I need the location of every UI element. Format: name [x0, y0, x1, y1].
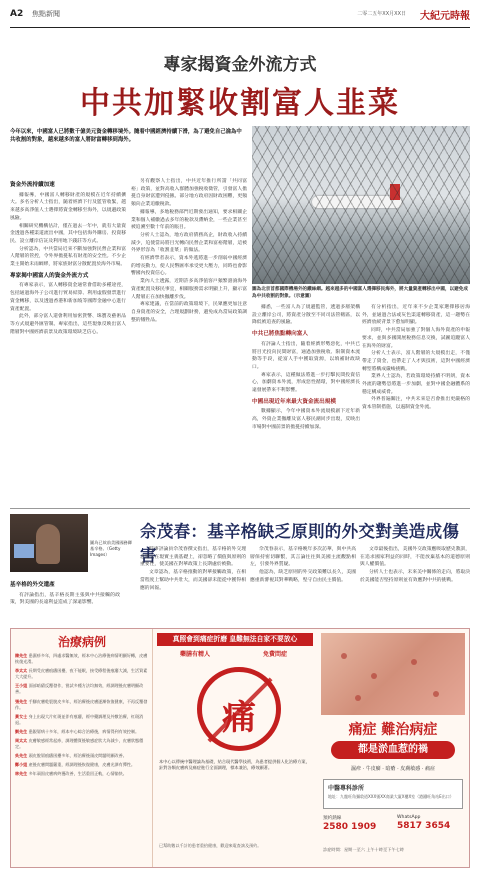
paragraph: 有經濟學者表示，資本外逃將進一步削弱中國經濟的增長動力，使人民幣匯率承受更大壓力，同時也會影響國內投資信心。 — [131, 256, 247, 277]
whatsapp-label: WhatsApp — [397, 815, 421, 820]
story-kicker: 專家揭資金外流方式 — [163, 55, 317, 75]
article-column-2 — [131, 178, 247, 504]
ad-case-text: 患銀屑病十多年，經本中心綜合治療後，病情得到有效控制。 — [28, 728, 140, 734]
kissinger-photo — [10, 514, 88, 572]
ad-case-text: 多年頑固皮膚病終獲改善，生活重回正軌，心情愉快。 — [28, 771, 127, 777]
phone-number: 2580 1909 — [323, 822, 377, 832]
skin-spot — [355, 695, 361, 701]
story2-column-1 — [10, 578, 120, 622]
ad-case-item — [15, 653, 149, 665]
paragraph: 有專家表示，富人轉移資金通常會借助多種途徑，包括通過海外子公司進行貿易結算、利用虛假發票進行資金轉移，以及透過香港和新加坡等國際金融中心進行資產配置。 — [10, 283, 126, 312]
skin-spot — [433, 691, 439, 697]
story2-column-2 — [140, 546, 246, 622]
ad-conditions: 濕疹 · 牛皮癬 · 暗瘡 · 皮膚敏感 · 痛症 — [350, 766, 436, 772]
page-header — [10, 6, 470, 28]
ad-case-text: 面部暗瘡反覆發作，嘗試多種方法均無效，經調理後皮膚明顯改善。 — [15, 683, 144, 695]
paragraph: 據悉，一些富人為了規避監管，透過多層架構設立離岸公司，將資產分散至不同司法管轄區，以降低被追查的風險。 — [252, 305, 360, 326]
ad-case-list — [15, 653, 149, 781]
subheading: 中共已將焦點轉向富人 — [252, 331, 308, 338]
paragraph: 分析人士認為，地方政府債務高企，財政收入持續減少，迫使當局將目光轉向民營企業和富裕階層，這被外界形容為「收割韭菜」的做法。 — [131, 232, 247, 254]
ad-case-text: 身上出現大片紅斑並伴有痕癢，經中藥調理及外敷治療，紅斑消退。 — [15, 713, 144, 725]
ad-footnote: 已幫助數以千計的患者重拾健康，歡迎來電查詢及預約。 — [159, 843, 262, 848]
ad-case-item — [15, 771, 149, 777]
ad-case-item — [15, 683, 149, 695]
skin-spot — [341, 653, 347, 659]
clinic-hours: 診症時間：星期一至六 上午十時至下午七時 — [323, 847, 404, 852]
ad-banner: 真照會到痛症折磨 皇難無法自家不要放心 — [157, 633, 313, 646]
pain-seal-icon — [197, 667, 281, 751]
paragraph: 據報導，多地稅務部門近期發出通知，要求相關企業和個人補繳過去多年的稅款及滯納金，一些企業甚至被追溯至數十年前的賬目。 — [131, 209, 247, 231]
ad-case-item — [15, 753, 149, 759]
paragraph: 佘茂春表示，基辛格晚年多次訪華，與中共高層保持密切聯繫，其言論往往與美國主流觀點相左，引發外界質疑。 — [250, 547, 356, 568]
ad-center-panel — [153, 629, 317, 867]
page-number: A2 — [10, 9, 24, 19]
paragraph: 業內人士透露，近期許多高淨值客戶頻繁諮詢海外資產配置及移民事宜，相關服務需求明顯上升，顯示富人階層正在加快撤離步伐。 — [131, 279, 247, 300]
whatsapp-number: 5817 3654 — [397, 821, 451, 831]
ad-case-name: 林先生 — [15, 771, 28, 777]
story-headline: 中共加緊收割富人韭菜 — [80, 86, 400, 121]
subheading: 基辛格的外交遺產 — [10, 582, 55, 588]
story-lede: 今年以來，中國富人已將數千億美元資金轉移境外。隨着中國經濟持續下滑，為了避免自己淪為中共收割的對象，越來越多的富人將財富轉移到海外。 — [10, 129, 242, 143]
paragraph: 據報導，中國富人轉移財產的規模在近年持續擴大。多名分析人士指出，隨着經濟下行及監管收緊，越來越多高淨值人士選擇將資金轉移至海外，以規避政策風險。 — [10, 192, 126, 221]
phone-label: 預約熱線 — [323, 816, 342, 821]
skin-spot — [411, 659, 417, 665]
ad-case-item — [15, 714, 149, 726]
whatsapp-block — [397, 815, 463, 831]
paragraph: 文章最後指出，美國外交政策應吸取歷史教訓，在追求國家利益的同時，不能放棄基本的道德原則與人權價值。 — [360, 547, 470, 568]
ad-description: 本中心以傳統中醫理論為基礎，結合現代醫學技術，為患者提供個人化治療方案，針對各類皮膚病及痛症進行全面調理，標本兼治，療效顯著。 — [159, 759, 310, 771]
ad-case-name: 陳先生 — [15, 653, 28, 658]
ad-case-text: 患濕疹多年，四處求醫無效，經本中心治療後病情明顯好轉，皮膚恢復光滑。 — [15, 653, 148, 665]
subheading: 中國出現近年來最大資金流出規模 — [252, 398, 336, 405]
paragraph: 另有觀察人士指出，中共近年推行所謂「共同富裕」政策，並對高收入群體加強稅收徵管，引發富人擔憂自身財富遭到侵蝕。部分地方政府因財政困難，更頻頻向企業追繳稅款。 — [131, 179, 247, 208]
story2-column-3 — [250, 546, 356, 622]
ad-case-item — [15, 729, 149, 735]
paragraph: 有評論人士指出，隨着經濟形勢惡化，中共已將目光投向民間財富，通過加強稅收、限制資本流動等手段，從富人手中獲取資源，以填補財政缺口。 — [252, 341, 360, 370]
issue-date: 二零二五年XX月XX日 — [357, 11, 406, 17]
skin-photo — [321, 633, 465, 715]
ad-contact-panel — [317, 629, 469, 867]
ad-case-name: 李太太 — [15, 668, 28, 674]
ad-case-item — [15, 668, 149, 680]
subheading: 資金外流持續加速 — [10, 182, 55, 188]
paragraph: 相關研究機構估計，僅在過去一年中，就有大量資金透過各種渠道流出中國，其中包括海外購房、投資移民、設立離岸信託及利用地下錢莊等方式。 — [10, 223, 126, 244]
masthead-logo: 大紀元時報 — [420, 11, 470, 22]
ad-slogan: 痛症 難治病症 — [348, 722, 438, 738]
ad-subtitle-left: 藥膳有精人 — [179, 651, 210, 658]
ad-case-item — [15, 699, 149, 711]
ad-subtitle-right: 免費問症 — [262, 651, 287, 658]
paragraph: 文章認為，基辛格推動的對華接觸政策，在相當程度上幫助中共壯大，而美國卻未能從中獲得相應的回報。 — [140, 570, 246, 591]
article-column-4 — [362, 304, 470, 504]
story2-photo-caption: 圖為已故前美國國務卿基辛格。（Getty Images） — [90, 540, 132, 557]
seal-text: 痛 — [222, 698, 256, 738]
clinic-advertisement — [10, 628, 470, 868]
ad-case-text: 產後皮膚問題嚴重，經調理後恢復健康，皮膚光澤有彈性。 — [28, 762, 136, 768]
ad-case-title: 治療病例 — [57, 635, 106, 649]
ad-case-name: 王小姐 — [15, 683, 28, 689]
photo-caption: 圖為北京首都國際機場外的鐵絲網。越來越多的中國富人選擇移民海外，將大量資產轉移出中國，以避免成為中共收割的對象。（示意圖） — [252, 287, 468, 299]
ad-case-item — [15, 738, 149, 750]
article-column-1 — [10, 178, 126, 504]
section-name: 焦點新聞 — [32, 10, 60, 18]
ad-case-name: 鄭小姐 — [15, 762, 28, 768]
airport-photo — [252, 126, 470, 284]
fence-overlay — [252, 126, 470, 284]
paragraph: 時事評論員佘茂春撰文指出，基辛格的外交理念建立在現實主義基礎上，卻忽略了價值與原則的重要性，使美國在對華政策上長期處於被動。 — [140, 547, 246, 568]
paragraph: 分析人士表示，富人階層的大規模出走，不僅帶走了資金，也帶走了人才與技術，這對中國經濟轉型將構成嚴峻挑戰。 — [362, 351, 470, 372]
ad-case-item — [15, 762, 149, 768]
paragraph: 分析人士也表示，未來美中關係的走向，將取決於美國能否堅持原則並有效應對中共的挑戰。 — [360, 570, 470, 583]
clinic-name: 中醫專科診所 — [328, 785, 365, 792]
ad-case-name: 周太太 — [15, 738, 28, 744]
paragraph: 他認為，缺乏原則的外交政策難以長久，美國應重新審視其對華戰略，堅守自由民主價值。 — [250, 570, 356, 583]
article-column-3 — [252, 304, 360, 504]
skin-spot — [371, 673, 377, 679]
section-divider — [10, 508, 470, 509]
ad-case-text: 頭皮脫屑痕癢困擾多年，經治療後頭皮問題明顯改善。 — [28, 753, 127, 759]
story2-column-4 — [360, 546, 470, 622]
clinic-address: 地址：九龍旺角彌敦道XXX號XX商業大廈X樓X室（港鐵旺角站E出口） — [328, 794, 454, 799]
story2-headline: 佘茂春：基辛格缺乏原則的外交對美造成傷害 — [140, 522, 460, 565]
paragraph: 有評論指出，基辛格長期主張與中共接觸的政策，對美國的長遠利益造成了深遠影響。 — [10, 592, 120, 606]
person-shape — [36, 524, 60, 564]
flag-shape — [14, 544, 34, 558]
paragraph: 外界普遍關注，中共未來是否會推出更嚴格的資本管制措施，以遏制資金外流。 — [362, 397, 470, 411]
ad-case-text: 皮膚敏感經常起疹，調理體質後敏感症狀大為減少，皮膚狀態穩定。 — [15, 738, 144, 750]
paragraph: 分析認為，中共當局近來不斷加強對民營企業和富人階層的管控，令外界擔憂私有財產的安全性。不少企業主開始未雨綢繆，將家族財富分散配置於海外市場。 — [10, 246, 126, 268]
paragraph: 業界人士認為，若政策環境持續不明朗，資本外流的趨勢恐將進一步加劇，並對中國金融體系的穩定構成威脅。 — [362, 374, 470, 395]
paragraph: 數據顯示，今年中國資本外流規模創下近年新高，外資企業撤離及富人移民潮同步出現，反映出市場對中國前景的擔憂持續加深。 — [252, 409, 360, 430]
paragraph: 有分析指出，近年來不少企業家選擇移居海外，並通過合法或灰色渠道轉移資產，這一趨勢在經濟放緩背景下愈加明顯。 — [362, 305, 470, 326]
ad-case-name: 黃女士 — [15, 713, 28, 719]
ad-case-name: 張先生 — [15, 698, 28, 704]
ad-case-name: 吳先生 — [15, 753, 28, 759]
paragraph: 專家表示，這種做法將進一步打擊民間投資信心，加劇資本外流，形成惡性循環，對中國經濟長遠發展帶來不利影響。 — [252, 372, 360, 394]
ad-slogan-badge: 都是淤血惹的禍 — [331, 741, 455, 759]
clinic-info-box — [323, 779, 463, 809]
ad-case-text: 手腳皮膚乾裂脫皮多年，經治療後皮膚逐漸恢復健康，不再反覆發作。 — [15, 698, 148, 710]
ad-case-name: 劉先生 — [15, 728, 28, 734]
paragraph: 同時，中共當局加強了對個人海外資產的申報要求，並與多國開展稅務信息交換，試圖追蹤富人在海外的財富。 — [362, 328, 470, 349]
ad-case-text: 長期受皮膚痕癢困擾，夜不能眠，接受療程後痕癢大減，生活質素大大提升。 — [15, 668, 148, 680]
paragraph: 專家建議，在當前的政策環境下，民眾應更加注意自身資產的安全，合理規劃財務，避免成為當局政策調整的犧牲品。 — [131, 302, 247, 323]
paragraph: 此外，部分富人還會利用加密貨幣、珠寶及藝術品等方式規避外匯管制。專家指出，這些現象反映出富人階層對中國經濟前景及政策環境缺乏信心。 — [10, 314, 126, 335]
subheading: 專家揭中國富人的資金外流方式 — [10, 272, 89, 279]
ad-case-list-panel — [11, 629, 153, 867]
